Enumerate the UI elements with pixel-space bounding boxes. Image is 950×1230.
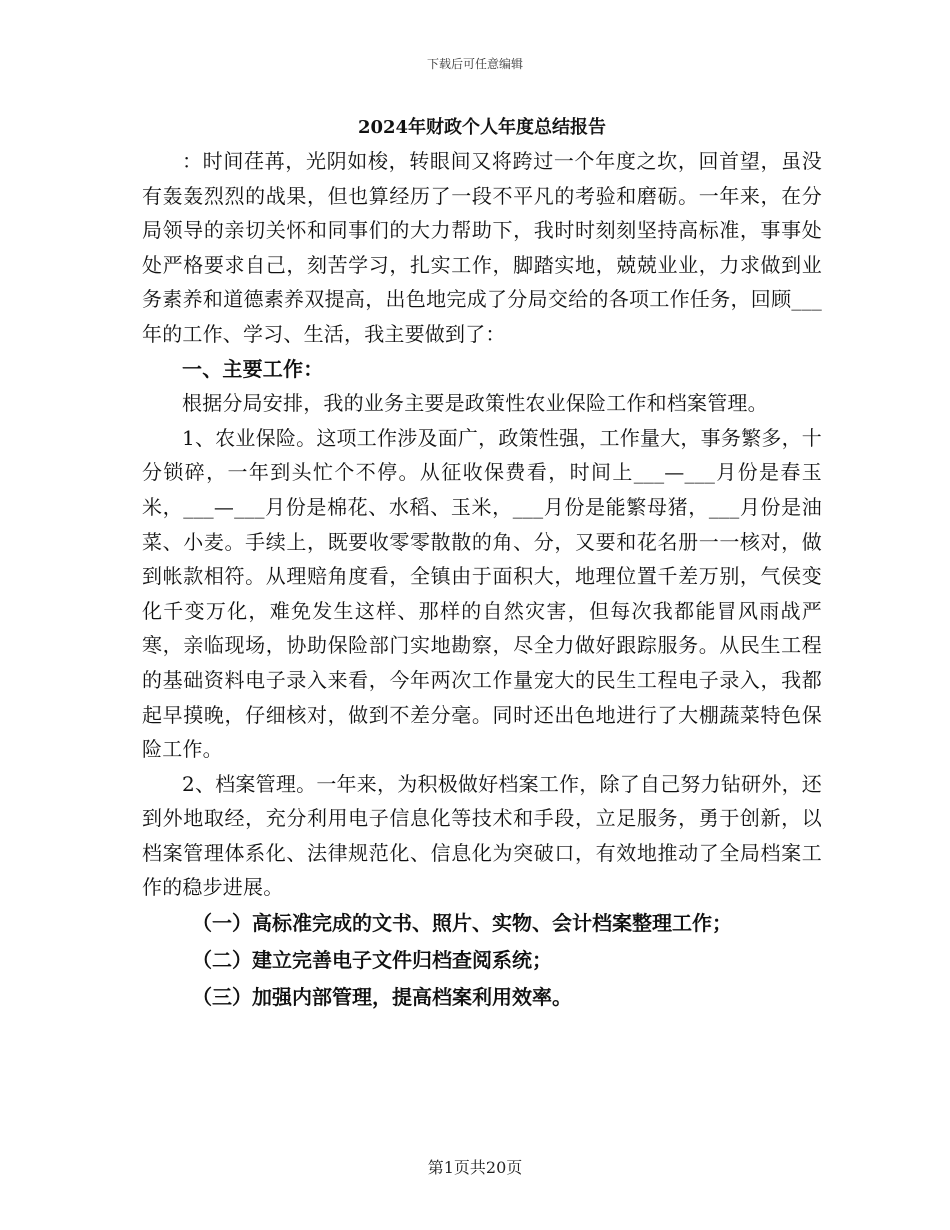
subitem-3: （三）加强内部管理，提高档案利用效率。: [192, 985, 572, 1010]
document-body: [142, 112, 822, 1016]
section-intro-paragraph: 根据分局安排，我的业务主要是政策性农业保险工作和档案管理。: [182, 391, 768, 416]
page-header-note: 下载后可任意编辑: [426, 57, 523, 71]
document-title: 2024年财政个人年度总结报告: [357, 117, 607, 138]
agri-insurance-paragraph: 1、农业保险。这项工作涉及面广，政策性强，工作量大，事务繁多，十分锁碎，一年到头忙个不停。从征收保费看，时间上___—___月份是春玉米，___—___月份是棉花、水稻、玉米，___月份是能繁母猪，___月份是油菜、小麦。手续上，既要收零零散散的角、分，又要和花名册一一核对，做到帐款相符。从理赔角度看，全镇由于面积大，地理位置千差万别，气侯变化千变万化，难免发生这样、那样的自然灾害，但每次我都能冒风雨战严寒，亲临现场，协助保险部门实地勘察，尽全力做好跟踪服务。从民生工程的基础资料电子录入来看，今年两次工作量宠大的民生工程电子录入，我都起早摸晚，仔细核对，做到不差分毫。同时还出色地进行了大棚蔬菜特色保险工作。: [142, 425, 822, 762]
intro-paragraph: ：时间荏苒，光阴如梭，转眼间又将跨过一个年度之坎，回首望，虽没有轰轰烈烈的战果，但也算经历了一段不平凡的考验和磨砺。一年来，在分局领导的亲切关怀和同事们的大力帮助下，我时时刻刻坚持高标准，事事处处严格要求自己，刻苦学习，扎实工作，脚踏实地，兢兢业业，力求做到业务素养和道德素养双提高，出色地完成了分局交给的各项工作任务，回顾___年的工作、学习、生活，我主要做到了：: [142, 149, 822, 346]
subitem-2: （二）建立完善电子文件归档查阅系统；: [192, 948, 552, 973]
subitem-1: （一）高标准完成的文书、照片、实物、会计档案整理工作；: [192, 911, 732, 936]
page-number: 第1页共20页: [427, 1158, 523, 1177]
archive-management-paragraph: 2、档案管理。一年来，为积极做好档案工作，除了自己努力钻研外，还到外地取经，充分利用电子信息化等技术和手段，立足服务，勇于创新，以档案管理体系化、法律规范化、信息化为突破口，有效地推动了全局档案工作的稳步进展。: [142, 771, 822, 900]
section-heading: 一、主要工作：: [182, 356, 324, 381]
